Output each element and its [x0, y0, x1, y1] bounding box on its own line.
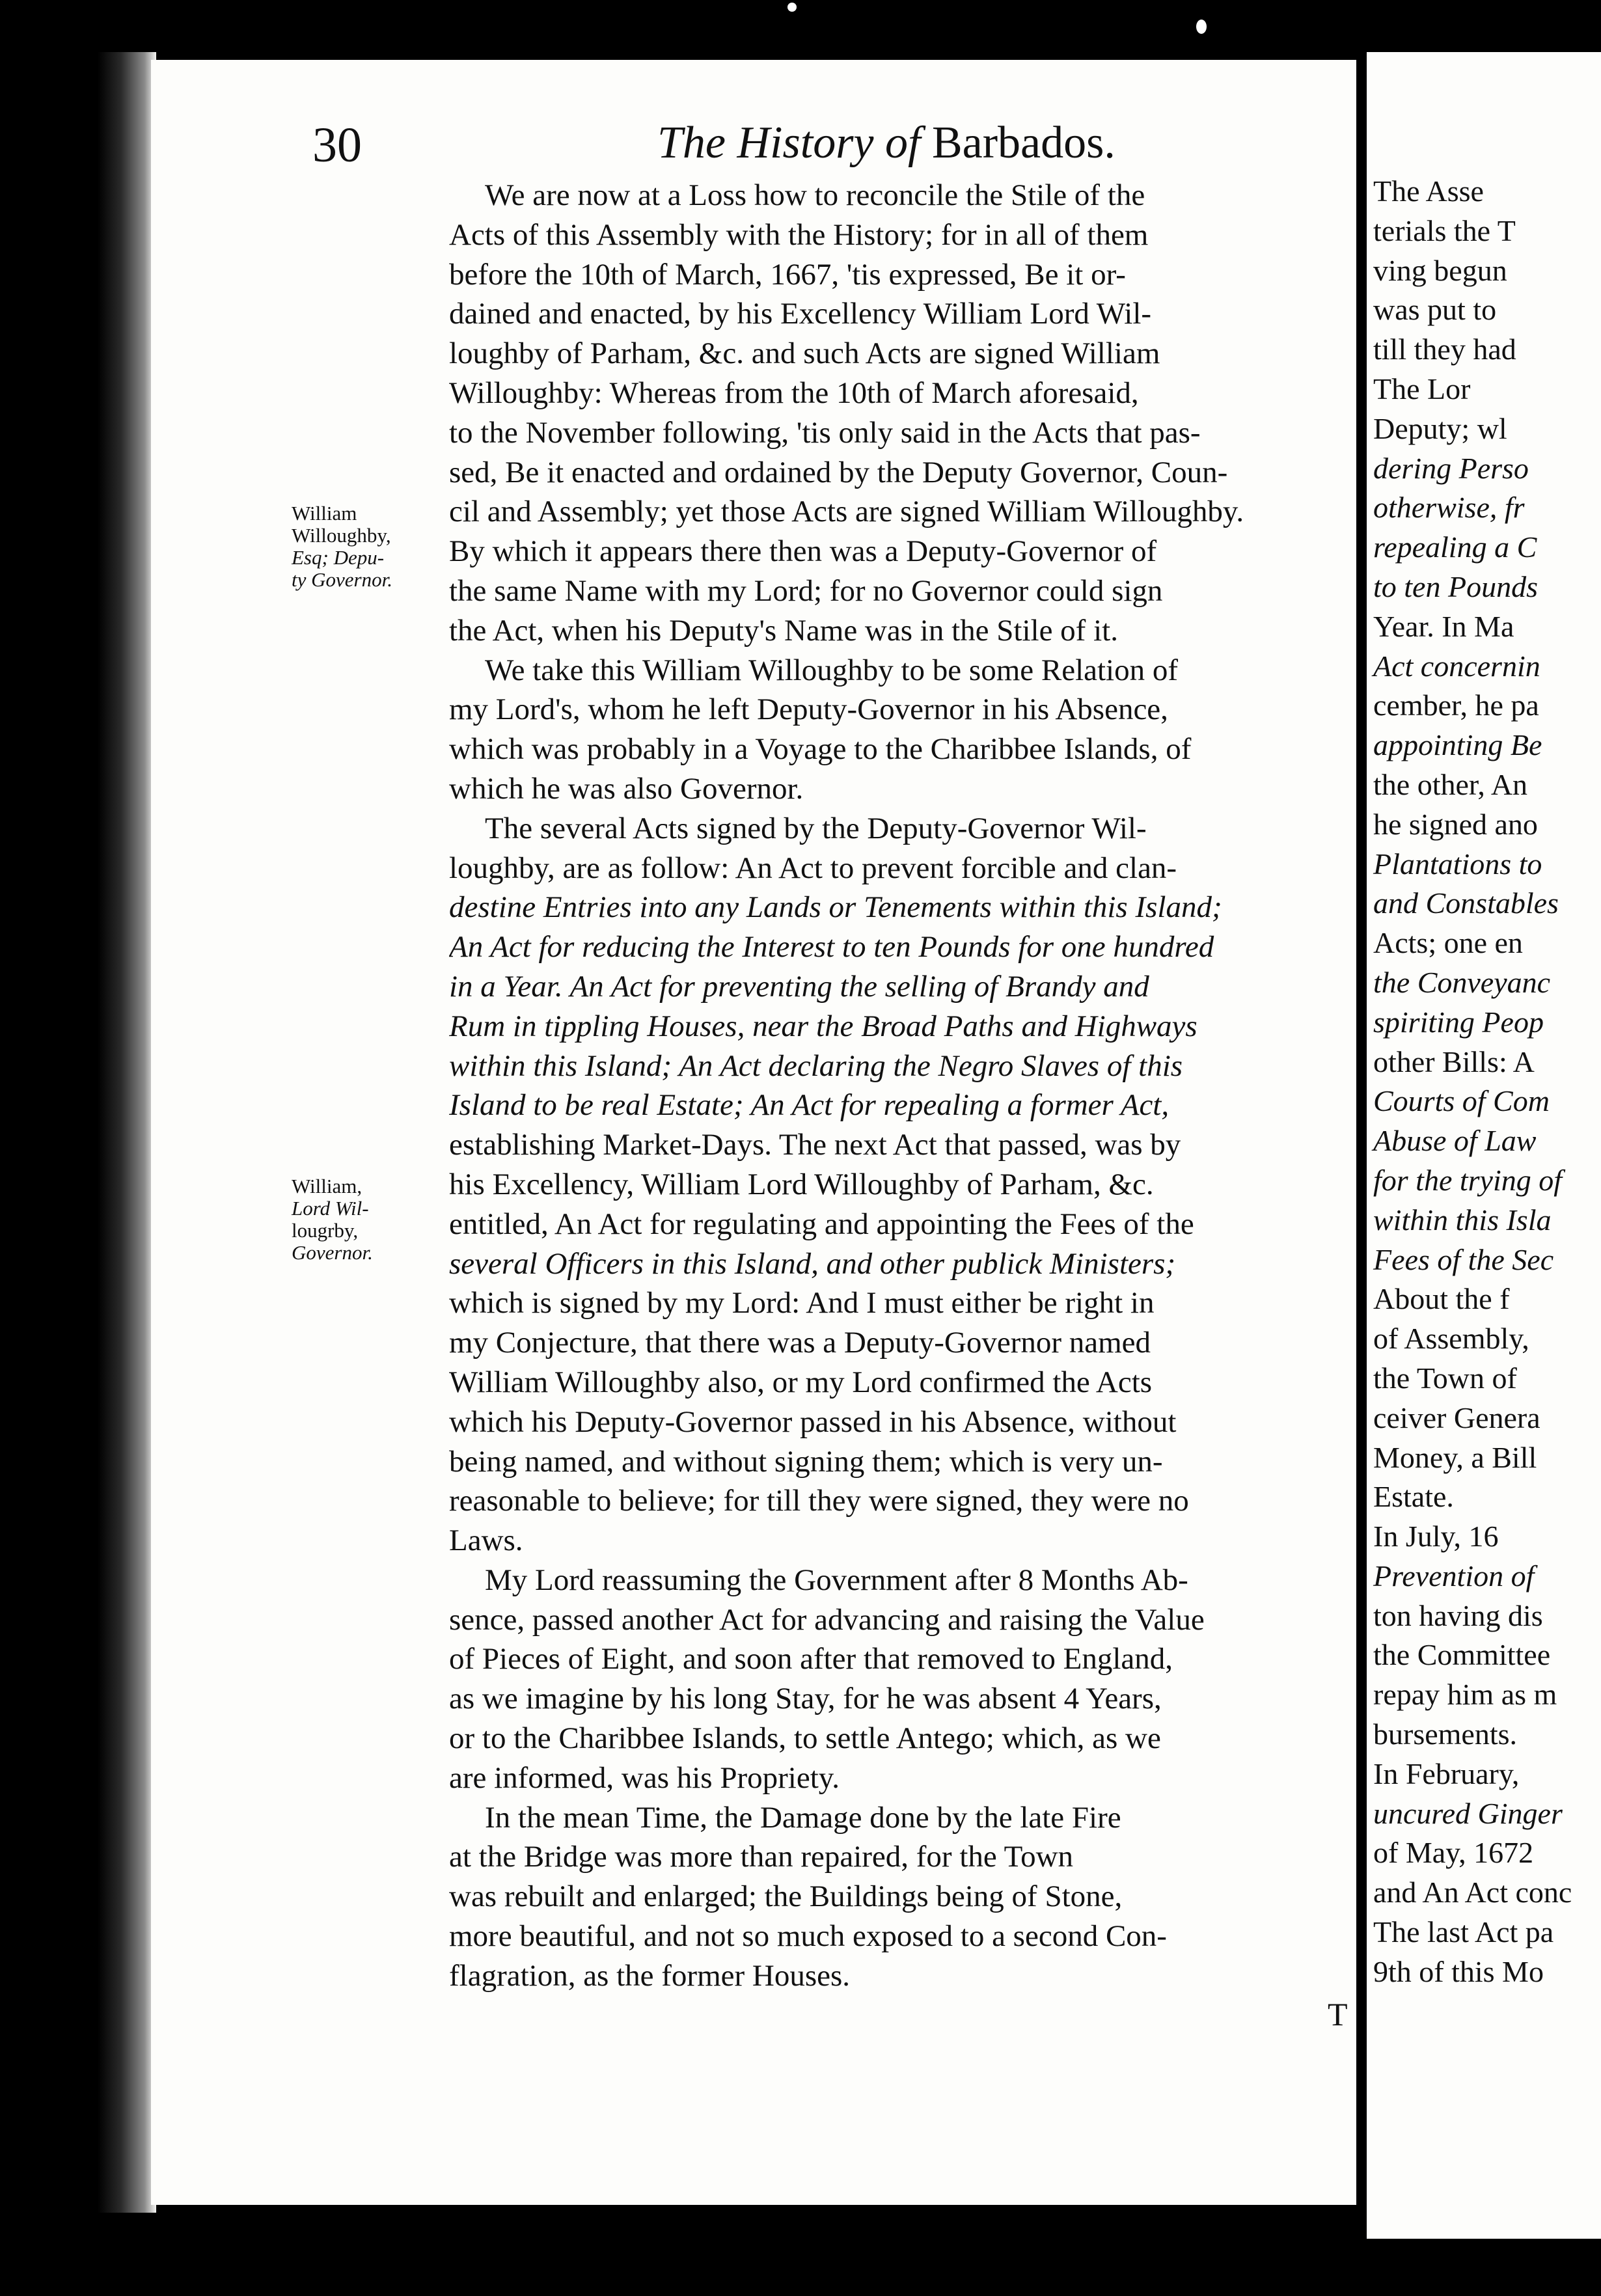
text-line: being named, and without signing them; which is very un- [449, 1444, 1163, 1479]
text-line: cil and Assembly; yet those Acts are signed William Willoughby. [449, 495, 1244, 529]
text-line: which he was also Governor. [449, 771, 804, 806]
text-line: We are now at a Loss how to reconcile the Stile of the [485, 178, 1145, 212]
facing-text-line: ceiver Genera [1373, 1401, 1540, 1434]
running-head-roman: Barbados. [931, 118, 1115, 168]
facing-text-line: for the trying of [1373, 1163, 1563, 1197]
facing-text-line: bursements. [1373, 1717, 1518, 1751]
facing-text-line: ving begun [1373, 253, 1507, 287]
text-line: before the 10th of March, 1667, 'tis expressed, Be it or- [449, 257, 1126, 292]
margin-note-line: William, [292, 1175, 363, 1197]
facing-text-line: ton having dis [1373, 1598, 1543, 1632]
facing-text-line: terials the T [1373, 213, 1516, 247]
facing-text-line: Deputy; wl [1373, 411, 1507, 445]
margin-note-lord-governor [292, 1175, 448, 1264]
text-line: Acts of this Assembly with the History; for in all of them [449, 217, 1149, 252]
margin-note-line: Lord Wil- [292, 1197, 369, 1220]
margin-note-line: Willoughby, [292, 524, 391, 547]
facing-text-line: The Asse [1373, 174, 1484, 208]
text-line: of Pieces of Eight, and soon after that removed to England, [449, 1642, 1173, 1676]
scan-speck [787, 3, 797, 12]
text-line: By which it appears there then was a Deputy-Governor of [449, 534, 1157, 569]
facing-text-line: Courts of Com [1373, 1084, 1550, 1118]
facing-text-line: repealing a C [1373, 530, 1537, 564]
running-head-italic: The History of [657, 118, 921, 168]
facing-page-text [1373, 172, 1601, 1992]
page-number: 30 [312, 118, 362, 172]
text-line: my Conjecture, that there was a Deputy-Governor named [449, 1326, 1151, 1360]
text-line: Rum in tippling Houses, near the Broad Paths and Highways [449, 1009, 1197, 1043]
margin-note-line: ty Governor. [292, 568, 392, 591]
text-line: We take this William Willoughby to be some Relation of [485, 653, 1179, 687]
text-line: which was probably in a Voyage to the Charibbee Islands, of [449, 732, 1192, 767]
facing-text-line: Acts; one en [1373, 926, 1523, 960]
margin-note-line: Governor. [292, 1241, 373, 1264]
text-line: An Act for reducing the Interest to ten Pounds for one hundred [449, 930, 1214, 964]
text-line: My Lord reassuming the Government after 8 Months Ab- [485, 1563, 1188, 1597]
facing-text-line: cember, he pa [1373, 689, 1539, 722]
facing-text-line: In February, [1373, 1756, 1520, 1790]
text-line: his Excellency, William Lord Willoughby of Parham, &c. [449, 1167, 1154, 1201]
facing-text-line: and Constables [1373, 886, 1559, 920]
facing-text-line: within this Isla [1373, 1203, 1552, 1237]
body-text [449, 176, 1360, 1996]
text-line: sence, passed another Act for advancing and raising the Value [449, 1602, 1205, 1637]
catchword: T [1328, 1996, 1348, 2032]
text-line: in a Year. An Act for preventing the selling of Brandy and [449, 969, 1149, 1004]
text-line: or to the Charibbee Islands, to settle Antego; which, as we [449, 1721, 1161, 1756]
facing-text-line: Money, a Bill [1373, 1440, 1537, 1474]
text-line: William Willoughby also, or my Lord confirmed the Acts [449, 1365, 1153, 1399]
facing-text-line: appointing Be [1373, 728, 1542, 762]
text-line: the same Name with my Lord; for no Governor could sign [449, 573, 1163, 608]
text-line: destine Entries into any Lands or Tenements within this Island; [449, 890, 1222, 925]
facing-text-line: of May, 1672 [1373, 1836, 1534, 1870]
facing-text-line: 9th of this Mo [1373, 1954, 1544, 1988]
facing-text-line: the Town of [1373, 1361, 1517, 1395]
text-line: establishing Market-Days. The next Act that passed, was by [449, 1128, 1181, 1162]
text-line: as we imagine by his long Stay, for he was absent 4 Years, [449, 1682, 1162, 1716]
text-line: dained and enacted, by his Excellency William Lord Wil- [449, 297, 1152, 331]
text-line: to the November following, 'tis only said in the Acts that pas- [449, 415, 1201, 450]
text-line: loughby, are as follow: An Act to prevent forcible and clan- [449, 851, 1177, 885]
text-line: entitled, An Act for regulating and appointing the Fees of the [449, 1207, 1194, 1241]
margin-note-deputy-governor [292, 502, 448, 591]
text-line: which is signed by my Lord: And I must either be right in [449, 1286, 1155, 1320]
text-line: several Officers in this Island, and other publick Ministers; [449, 1246, 1176, 1281]
text-line: my Lord's, whom he left Deputy-Governor in his Absence, [449, 692, 1168, 727]
text-line: the Act, when his Deputy's Name was in the Stile of it. [449, 613, 1118, 648]
text-line: sed, Be it enacted and ordained by the Deputy Governor, Coun- [449, 455, 1228, 489]
text-line: are informed, was his Propriety. [449, 1760, 840, 1795]
text-line: In the mean Time, the Damage done by the late Fire [485, 1800, 1121, 1835]
facing-text-line: and An Act conc [1373, 1876, 1572, 1909]
facing-text-line: Plantations to [1373, 847, 1542, 881]
facing-text-line: The last Act pa [1373, 1915, 1554, 1949]
text-line: was rebuilt and enlarged; the Buildings being of Stone, [449, 1879, 1123, 1914]
facing-text-line: spiriting Peop [1373, 1005, 1544, 1039]
margin-note-line: William [292, 502, 357, 525]
facing-text-line: till they had [1373, 333, 1516, 366]
facing-text-line: dering Perso [1373, 451, 1529, 485]
facing-text-line: The Lor [1373, 372, 1471, 405]
facing-text-line: uncured Ginger [1373, 1796, 1563, 1830]
text-line: flagration, as the former Houses. [449, 1958, 851, 1993]
text-line: reasonable to believe; for till they were signed, they were no [449, 1484, 1189, 1518]
facing-text-line: he signed ano [1373, 807, 1538, 841]
facing-text-line: Estate. [1373, 1480, 1454, 1514]
facing-text-line: Fees of the Sec [1373, 1242, 1554, 1276]
margin-note-line: Esq; Depu- [292, 546, 385, 569]
facing-text-line: otherwise, fr [1373, 491, 1525, 525]
text-line: which his Deputy-Governor passed in his Absence, without [449, 1404, 1177, 1439]
facing-text-line: Year. In Ma [1373, 609, 1514, 643]
text-line: within this Island; An Act declaring the Negro Slaves of this [449, 1048, 1183, 1083]
facing-text-line: the other, An [1373, 767, 1528, 801]
text-line: Laws. [449, 1524, 523, 1558]
text-line: more beautiful, and not so much exposed to a second Con- [449, 1919, 1167, 1954]
facing-text-line: of Assembly, [1373, 1322, 1529, 1356]
facing-text-line: Abuse of Law [1373, 1124, 1537, 1158]
facing-text-line: to ten Pounds [1373, 569, 1538, 603]
scan-speck [1196, 20, 1207, 34]
text-line: Island to be real Estate; An Act for repealing a former Act, [449, 1088, 1170, 1123]
facing-text-line: other Bills: A [1373, 1045, 1535, 1078]
text-line: Willoughby: Whereas from the 10th of March aforesaid, [449, 376, 1139, 410]
book-gutter-shadow [98, 52, 156, 2213]
running-head [657, 117, 1115, 169]
text-line: at the Bridge was more than repaired, for the Town [449, 1840, 1074, 1874]
facing-text-line: the Committee [1373, 1638, 1551, 1672]
text-line: The several Acts signed by the Deputy-Governor Wil- [485, 811, 1147, 845]
facing-text-line: About the f [1373, 1282, 1510, 1316]
facing-text-line: In July, 16 [1373, 1520, 1499, 1553]
facing-text-line: repay him as m [1373, 1678, 1557, 1712]
facing-text-line: Prevention of [1373, 1559, 1535, 1592]
facing-text-line: Act concernin [1373, 649, 1540, 683]
margin-note-line: lougrby, [292, 1219, 359, 1242]
facing-text-line: was put to [1373, 293, 1497, 327]
text-line: loughby of Parham, &c. and such Acts are signed William [449, 336, 1160, 371]
facing-text-line: the Conveyanc [1373, 965, 1551, 999]
